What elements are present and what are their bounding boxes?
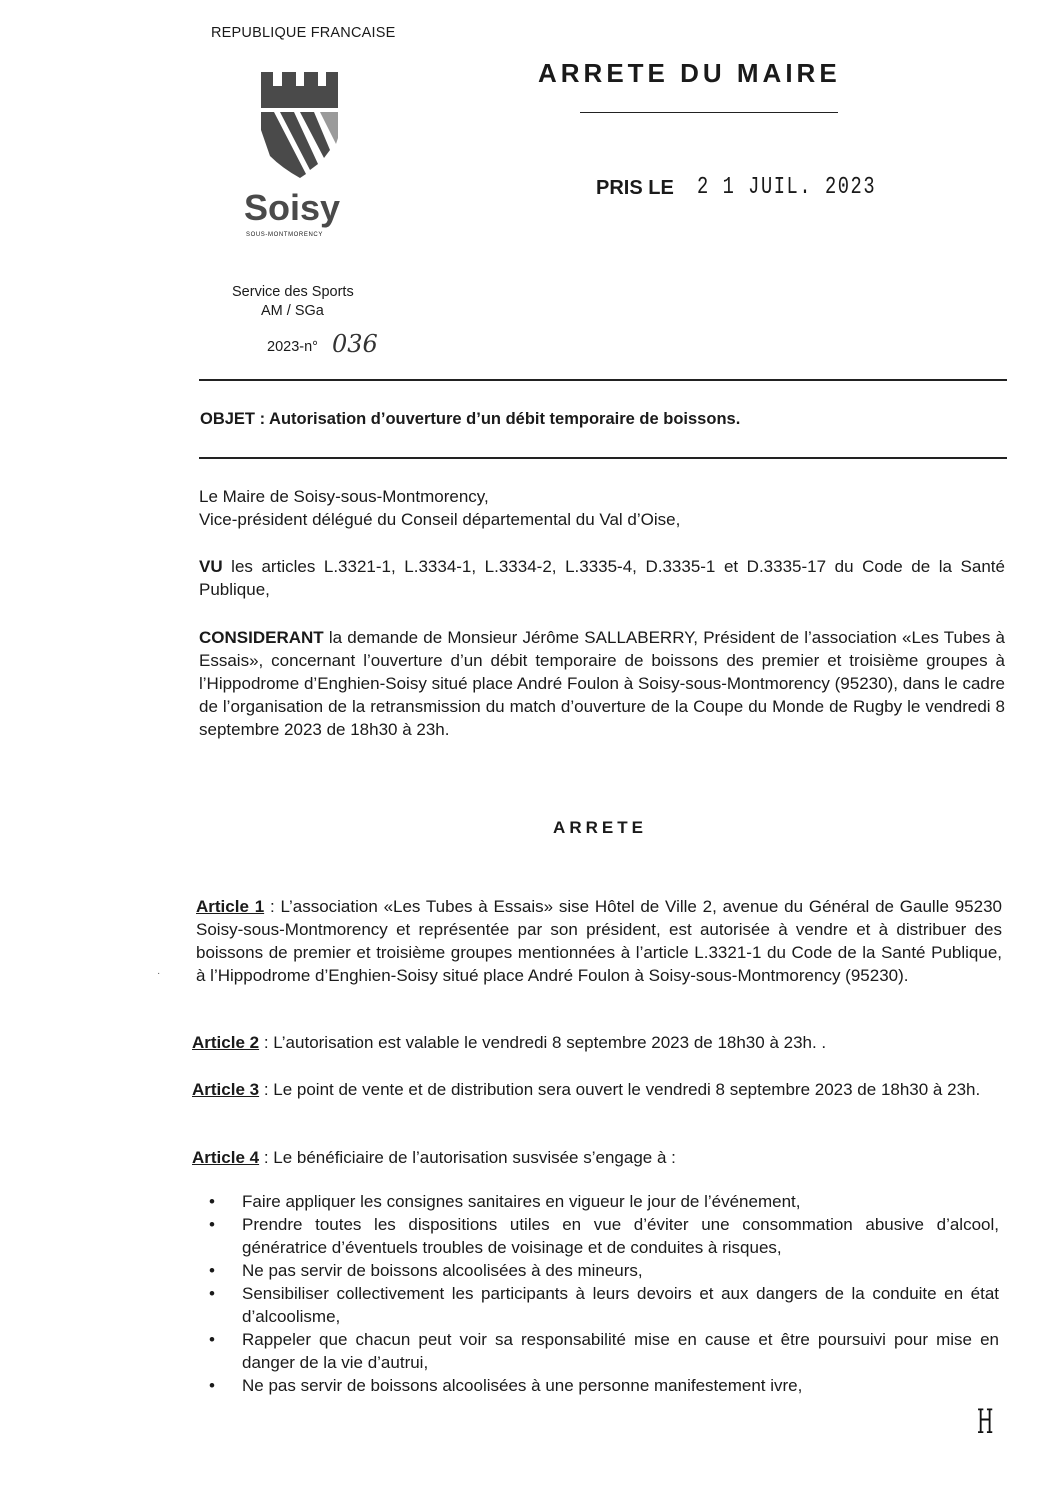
article-4 — [192, 1146, 998, 1169]
pris-le-label: PRIS LE — [596, 177, 674, 199]
margin-mark: · — [157, 968, 161, 979]
article-2-label: Article 2 — [192, 1033, 260, 1052]
handwritten-initials: H — [977, 1402, 994, 1442]
considerant-paragraph — [199, 626, 1005, 741]
arrete-section-title: ARRETE — [553, 818, 647, 837]
article-1-text: : L’association «Les Tubes à Essais» sise Hôtel de Ville 2, avenue du Général de Gaulle 95230 Soisy-sous-Montmorency et représentée par son président, est autorisée à vendre et à distribuer des boissons de premier et troisième groupes mentionnées à l’article L.3321-1 du Code de la Santé Publique, à l’Hippodrome d’Enghien-Soisy situé place André Foulon à Soisy-sous-Montmorency (95230). — [196, 897, 1002, 985]
republique-francaise: REPUBLIQUE FRANCAISE — [211, 25, 396, 41]
article-2-text: : L’autorisation est valable le vendredi 8 septembre 2023 de 18h30 à 23h. . — [259, 1033, 827, 1052]
article-2 — [192, 1031, 998, 1054]
list-item: • Ne pas servir de boissons alcoolisées à des mineurs, — [209, 1259, 999, 1282]
article-3 — [192, 1078, 998, 1101]
list-item: • Sensibiliser collectivement les participants à leurs devoirs et aux dangers de la conduite en état d’alcoolisme, — [209, 1282, 999, 1328]
preamble-line-1: Le Maire de Soisy-sous-Montmorency, — [199, 487, 489, 506]
considerant-label: CONSIDERANT — [199, 628, 324, 647]
article-4-obligations — [209, 1190, 999, 1397]
arrete-number-handwritten: 036 — [332, 330, 378, 358]
vu-label: VU — [199, 557, 223, 576]
vu-paragraph — [199, 555, 1005, 601]
list-item: • Faire appliquer les consignes sanitaires en vigueur le jour de l’événement, — [209, 1190, 999, 1213]
logo-wordmark: Soisy — [244, 187, 341, 228]
article-3-label: Article 3 — [192, 1080, 260, 1099]
list-item: • Rappeler que chacun peut voir sa responsabilité mise en cause et être poursuivi pour mise en danger de la vie d’autrui, — [209, 1328, 999, 1374]
document-title: ARRETE DU MAIRE — [538, 58, 841, 88]
article-1 — [196, 895, 1002, 987]
article-1-label: Article 1 — [196, 897, 265, 916]
list-item: • Ne pas servir de boissons alcoolisées à une personne manifestement ivre, — [209, 1374, 999, 1397]
article-4-text: : Le bénéficiaire de l’autorisation susvisée s’engage à : — [259, 1148, 676, 1167]
soisy-crest-icon — [244, 68, 354, 233]
arrete-number-prefix: 2023-n° — [267, 339, 318, 355]
article-4-label: Article 4 — [192, 1148, 260, 1167]
list-item: • Prendre toutes les dispositions utiles en vue d’éviter une consommation abusive d’alcool, génératrice d’éventuels troubles de voisinage et de conduites à risques, — [209, 1213, 999, 1259]
objet-line: OBJET : Autorisation d’ouverture d’un débit temporaire de boissons. — [200, 410, 741, 428]
divider-top — [199, 379, 1007, 381]
service-name: Service des Sports — [232, 284, 354, 300]
divider-bottom — [199, 457, 1007, 459]
preamble-line-2: Vice-président délégué du Conseil départemental du Val d’Oise, — [199, 510, 681, 529]
logo-subtext: SOUS-MONTMORENCY — [246, 232, 323, 238]
pris-le-date-stamp: 2 1 JUIL. 2023 — [697, 174, 877, 201]
soisy-logo — [244, 68, 354, 238]
article-3-text: : Le point de vente et de distribution sera ouvert le vendredi 8 septembre 2023 de 18h30 à 23h. — [259, 1080, 981, 1099]
considerant-text: la demande de Monsieur Jérôme SALLABERRY, Président de l’association «Les Tubes à Essais», concernant l’ouverture d’un débit temporaire de boissons des premier et troisième groupes à l’Hippodrome d’Enghien-Soisy situé place André Foulon à Soisy-sous-Montmorency (95230), dans le cadre de l’organisation de la retransmission du match d’ouverture de la Coupe du Monde de Rugby le vendredi 8 septembre 2023 de 18h30 à 23h. — [199, 628, 1005, 739]
title-underline — [580, 112, 838, 113]
reference-code: AM / SGa — [261, 303, 324, 319]
vu-text: les articles L.3321-1, L.3334-1, L.3334-2, L.3335-4, D.3335-1 et D.3335-17 du Code de la Santé Publique, — [199, 557, 1005, 599]
